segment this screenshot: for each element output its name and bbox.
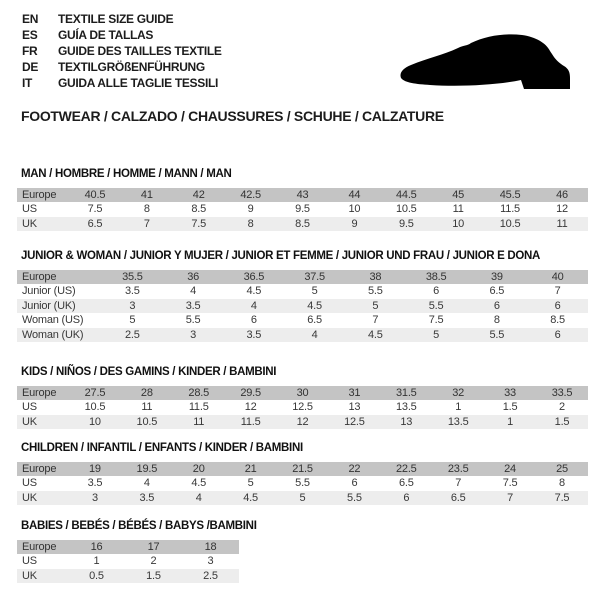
size-value: 40	[527, 270, 588, 284]
size-value: 6.5	[69, 217, 121, 231]
size-value: 5.5	[295, 477, 310, 490]
size-value: 12.5	[292, 401, 313, 414]
size-value: 19.5	[121, 462, 173, 476]
size-value: 7.5	[87, 203, 103, 216]
size-value: 13.5	[432, 415, 484, 429]
size-value: 5.5	[328, 491, 380, 505]
size-value: 0.5	[68, 569, 125, 583]
row-label: Woman (US)	[22, 314, 84, 327]
size-value: 5	[277, 491, 329, 505]
size-value: 3.5	[163, 299, 224, 313]
size-value: 6.5	[432, 491, 484, 505]
size-value: 22.5	[380, 462, 432, 476]
size-value: 3.5	[87, 477, 103, 490]
size-scale-row	[17, 284, 588, 298]
size-value: 21.5	[277, 462, 329, 476]
language-code: IT	[22, 76, 33, 90]
size-table-man	[17, 188, 588, 231]
size-scale-header-row	[17, 386, 588, 400]
size-value: 1.5	[502, 401, 518, 414]
size-value: 45	[432, 188, 484, 202]
size-value: 7.5	[173, 217, 225, 231]
size-scale-row	[17, 554, 239, 568]
size-value: 10.5	[84, 401, 106, 414]
section-babies	[17, 520, 257, 583]
size-value: 36.5	[224, 270, 285, 284]
size-value: 13.5	[395, 401, 417, 414]
size-value: 17	[125, 540, 182, 554]
size-value: 9.5	[295, 203, 310, 216]
size-value: 33	[484, 386, 536, 400]
section-title: JUNIOR & WOMAN / JUNIOR Y MUJER / JUNIOR ET FEMME / JUNIOR UND FRAU / JUNIOR E DONA	[21, 250, 541, 262]
row-label: Europe	[17, 386, 69, 400]
size-scale-row	[17, 491, 588, 505]
size-value: 4	[284, 328, 345, 342]
language-list	[22, 11, 222, 91]
size-value: 13	[348, 401, 361, 414]
row-label: US	[22, 477, 37, 490]
size-value: 6.5	[489, 285, 505, 298]
size-value: 44.5	[380, 188, 432, 202]
size-value: 4.5	[284, 299, 345, 313]
row-label: UK	[17, 491, 69, 505]
size-value: 10.5	[484, 217, 536, 231]
size-value: 6	[250, 314, 257, 327]
size-value: 21	[225, 462, 277, 476]
size-scale-row	[17, 569, 239, 583]
size-value: 12	[556, 203, 568, 216]
size-value: 6	[433, 285, 440, 298]
size-value: 5.5	[406, 299, 467, 313]
row-label: UK	[17, 217, 69, 231]
size-value: 6	[380, 491, 432, 505]
size-value: 8.5	[277, 217, 329, 231]
size-value: 8	[225, 217, 277, 231]
size-value: 8.5	[550, 314, 565, 327]
section-title: MAN / HOMBRE / HOMME / MANN / MAN	[21, 168, 232, 180]
size-table-babies	[17, 540, 239, 583]
size-value: 10	[348, 203, 361, 216]
size-value: 31.5	[380, 386, 432, 400]
section-kids	[17, 366, 588, 429]
language-code: EN	[22, 12, 39, 26]
size-value: 2	[150, 555, 157, 568]
size-value: 2.5	[102, 328, 163, 342]
section-title: KIDS / NIÑOS / DES GAMINS / KINDER / BAMBINI	[21, 366, 277, 378]
size-value: 5	[311, 285, 318, 298]
size-value: 11	[141, 401, 153, 414]
size-value: 8	[143, 203, 150, 216]
size-value: 38.5	[406, 270, 467, 284]
size-value: 2	[559, 401, 565, 414]
row-label: Junior (UK)	[17, 299, 102, 313]
size-value: 11	[536, 217, 588, 231]
size-value: 11.5	[500, 203, 520, 216]
size-value: 4.5	[191, 477, 207, 490]
size-value: 5	[406, 328, 467, 342]
size-value: 3.5	[121, 491, 173, 505]
size-value: 1	[484, 415, 536, 429]
row-label: Woman (UK)	[17, 328, 102, 342]
size-value: 12.5	[328, 415, 380, 429]
size-value: 7	[121, 217, 173, 231]
language-row-it	[22, 75, 222, 91]
row-label: US	[22, 203, 37, 216]
size-value: 3	[163, 328, 224, 342]
size-value: 8	[493, 314, 500, 327]
size-value: 40.5	[69, 188, 121, 202]
size-value: 10.5	[395, 203, 417, 216]
size-value: 4.5	[345, 328, 406, 342]
row-label: Junior (US)	[22, 285, 76, 298]
language-code: ES	[22, 28, 38, 42]
size-value: 6	[467, 299, 528, 313]
size-value: 5.5	[368, 285, 383, 298]
size-value: 7.5	[536, 491, 588, 505]
size-value: 8.5	[191, 203, 207, 216]
size-value: 4.5	[225, 491, 277, 505]
size-value: 12	[277, 415, 329, 429]
language-row-de	[22, 59, 222, 75]
size-value: 45.5	[484, 188, 536, 202]
size-value: 35.5	[102, 270, 163, 284]
size-value: 46	[536, 188, 588, 202]
size-value: 6	[351, 477, 358, 490]
size-scale-row	[17, 415, 588, 429]
size-value: 31	[328, 386, 380, 400]
row-label: US	[22, 555, 37, 568]
language-label: GUIDA ALLE TAGLIE TESSILI	[58, 76, 219, 90]
size-value: 37.5	[284, 270, 345, 284]
size-value: 30	[277, 386, 329, 400]
size-value: 4	[190, 285, 197, 298]
size-value: 10	[432, 217, 484, 231]
size-value: 5	[345, 299, 406, 313]
size-value: 7	[372, 314, 379, 327]
language-label: GUIDE DES TAILLES TEXTILE	[58, 44, 222, 58]
size-value: 41	[121, 188, 173, 202]
size-value: 3.5	[224, 328, 285, 342]
size-value: 12	[244, 401, 257, 414]
language-row-es	[22, 27, 222, 43]
section-title: BABIES / BEBÉS / BÉBÉS / BABYS /BAMBINI	[21, 520, 257, 532]
size-value: 3.5	[125, 285, 140, 298]
size-value: 4.5	[246, 285, 262, 298]
size-value: 29.5	[225, 386, 277, 400]
size-value: 11	[452, 203, 464, 216]
size-value: 9	[247, 203, 254, 216]
size-value: 28.5	[173, 386, 225, 400]
size-value: 24	[484, 462, 536, 476]
size-value: 6.5	[398, 477, 414, 490]
language-label: GUÍA DE TALLAS	[58, 28, 154, 42]
row-label: Europe	[17, 540, 68, 554]
size-value: 23.5	[432, 462, 484, 476]
size-value: 28	[121, 386, 173, 400]
size-value: 1.5	[536, 415, 588, 429]
size-table-children	[17, 462, 588, 505]
size-value: 5.5	[185, 314, 201, 327]
size-scale-header-row	[17, 540, 239, 554]
size-value: 3	[69, 491, 121, 505]
size-value: 7	[484, 491, 536, 505]
size-value: 43	[277, 188, 329, 202]
row-label: Europe	[17, 270, 102, 284]
row-label: Europe	[17, 188, 69, 202]
size-value: 9	[328, 217, 380, 231]
size-value: 7.5	[502, 477, 518, 490]
size-scale-row	[17, 476, 588, 490]
size-value: 10	[69, 415, 121, 429]
size-value: 4	[173, 491, 225, 505]
size-value: 5	[129, 314, 136, 327]
category-heading: FOOTWEAR / CALZADO / CHAUSSURES / SCHUHE / CALZATURE	[21, 108, 444, 124]
size-scale-row	[17, 299, 588, 313]
size-value: 32	[432, 386, 484, 400]
size-value: 1	[93, 555, 100, 568]
language-label: TEXTILGRÖßENFÜHRUNG	[58, 60, 205, 74]
size-value: 6	[527, 328, 588, 342]
size-table-kids	[17, 386, 588, 429]
size-value: 3	[207, 555, 214, 568]
size-value: 4	[224, 299, 285, 313]
size-scale-row	[17, 313, 588, 327]
size-value: 20	[173, 462, 225, 476]
size-scale-row	[17, 400, 588, 414]
size-value: 10.5	[121, 415, 173, 429]
size-value: 5	[247, 477, 254, 490]
size-scale-header-row	[17, 270, 588, 284]
size-value: 42	[173, 188, 225, 202]
size-value: 18	[182, 540, 239, 554]
size-value: 6.5	[307, 314, 322, 327]
size-value: 22	[328, 462, 380, 476]
size-scale-row	[17, 328, 588, 342]
size-scale-header-row	[17, 188, 588, 202]
section-title: CHILDREN / INFANTIL / ENFANTS / KINDER / BAMBINI	[21, 442, 303, 454]
size-value: 36	[163, 270, 224, 284]
row-label: UK	[17, 415, 69, 429]
size-scale-row	[17, 217, 588, 231]
size-value: 33.5	[536, 386, 588, 400]
size-value: 7	[554, 285, 561, 298]
size-value: 4	[143, 477, 150, 490]
size-value: 39	[467, 270, 528, 284]
size-scale-header-row	[17, 462, 588, 476]
size-value: 16	[68, 540, 125, 554]
language-code: FR	[22, 44, 38, 58]
size-value: 11.5	[188, 401, 209, 414]
section-man	[17, 168, 588, 231]
shoe-icon	[398, 33, 574, 93]
section-junior-woman	[17, 250, 588, 342]
size-value: 11.5	[225, 415, 277, 429]
row-label: UK	[17, 569, 68, 583]
size-value: 27.5	[69, 386, 121, 400]
size-value: 7.5	[428, 314, 444, 327]
size-value: 1.5	[125, 569, 182, 583]
size-value: 42.5	[225, 188, 277, 202]
size-value: 2.5	[182, 569, 239, 583]
size-value: 38	[345, 270, 406, 284]
language-label: TEXTILE SIZE GUIDE	[58, 12, 174, 26]
size-value: 11	[173, 415, 225, 429]
row-label: US	[22, 401, 37, 414]
language-row-fr	[22, 43, 222, 59]
size-value: 44	[328, 188, 380, 202]
language-row-en	[22, 11, 222, 27]
size-value: 5.5	[467, 328, 528, 342]
size-value: 6	[527, 299, 588, 313]
size-value: 7	[455, 477, 462, 490]
size-value: 9.5	[380, 217, 432, 231]
row-label: Europe	[17, 462, 69, 476]
language-code: DE	[22, 60, 39, 74]
size-table-junior-woman	[17, 270, 588, 342]
size-value: 3	[102, 299, 163, 313]
size-scale-row	[17, 202, 588, 216]
size-value: 1	[455, 401, 462, 414]
size-value: 13	[380, 415, 432, 429]
size-value: 19	[69, 462, 121, 476]
size-value: 8	[559, 477, 565, 490]
section-children	[17, 442, 588, 505]
size-value: 25	[536, 462, 588, 476]
